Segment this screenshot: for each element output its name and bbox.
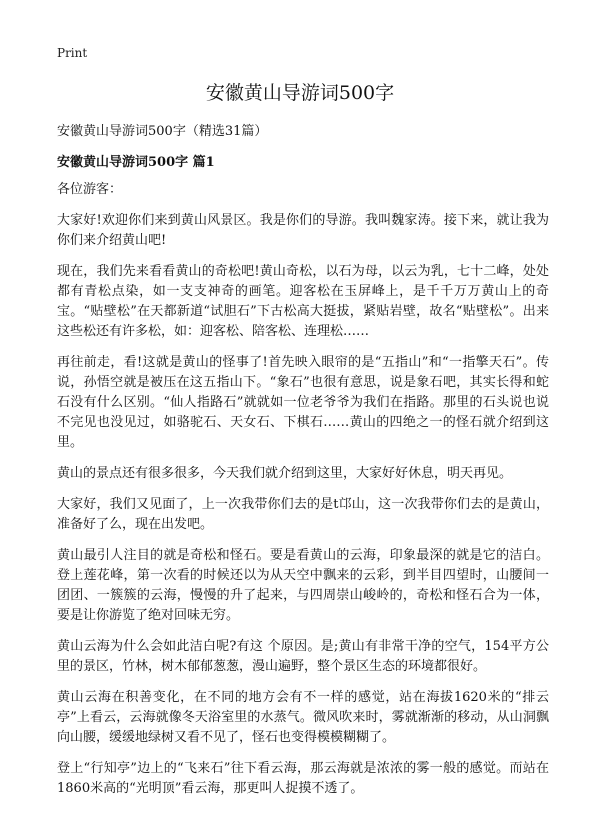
article-body [57, 180, 549, 810]
document-subtitle: 安徽黄山导游词500字（精选31篇） [57, 124, 268, 139]
paragraph: 黄山的景点还有很多很多，今天我们就介绍到这里，大家好好休息，明天再见。 [57, 466, 513, 481]
paragraph: 黄山云海在积善变化，在不同的地方会有不一样的感觉，站在海拔1620米的“排云亭”上看云，云海就像冬天浴室里的水蒸气。微风吹来时，雾就渐渐的移动，从山洞飘向山腰，缓缓地绿树又看不见了，怪石也变得模模糊糊了。 [57, 690, 549, 745]
print-link[interactable]: Print [57, 46, 88, 60]
paragraph: 登上“行知亭”边上的“飞来石”往下看云海，那云海就是浓浓的雾一般的感觉。而站在1860米高的“光明顶”看云海，那更叫人捉摸不透了。 [57, 761, 549, 796]
paragraph: 黄山云海为什么会如此洁白呢?有这 个原因。是;黄山有非常干净的空气，154平方公里的景区，竹林，树木郁郁葱葱，漫山遍野，整个景区生态的环境都很好。 [57, 639, 549, 674]
paragraph: 再往前走，看!这就是黄山的怪事了!首先映入眼帘的是“五指山”和“一指擎天石”。传说，孙悟空就是被压在这五指山下。“象石”也很有意思，说是象石吧，其实长得和蛇石没有什么区别。“仙人指路石”就就如一位老爷爷为我们在指路。那里的石头说也说不完见也没见过，如骆驼石、天女石、下棋石……黄山的四绝之一的怪石就介绍到这里。 [57, 355, 549, 450]
paragraph: 现在，我们先来看看黄山的奇松吧!黄山奇松，以石为母，以云为乳，七十二峰，处处都有青松点染，如一支支神奇的画笔。迎客松在玉屏峰上，是千千万万黄山上的奇宝。“贴壁松”在天都新道“试胆石”下古松高大挺拔，紧贴岩壁，故名“贴壁松”。出来这些松还有许多松，如：迎客松、陪客松、连理松…… [57, 264, 549, 339]
paragraph: 黄山最引人注目的就是奇松和怪石。要是看黄山的云海，印象最深的就是它的洁白。登上莲花峰，第一次看的时候还以为从天空中飘来的云彩，到半目四望时，山腰间一团团、一簇簇的云海，慢慢的升了起来，与四周崇山峻岭的，奇松和怪石合为一体，要是让你游览了绝对回味无穷。 [57, 548, 549, 623]
paragraph: 大家好!欢迎你们来到黄山风景区。我是你们的导游。我叫魏家涛。接下来，就让我为你们来介绍黄山吧! [57, 213, 549, 248]
paragraph: 大家好，我们又见面了，上一次我带你们去的是t邙山，这一次我带你们去的是黄山，准备好了么，现在出发吧。 [57, 497, 549, 532]
section-heading: 安徽黄山导游词500字 篇1 [57, 155, 215, 170]
paragraph: 各位游客： [57, 182, 123, 197]
page-title: 安徽黄山导游词500字 [205, 82, 395, 104]
